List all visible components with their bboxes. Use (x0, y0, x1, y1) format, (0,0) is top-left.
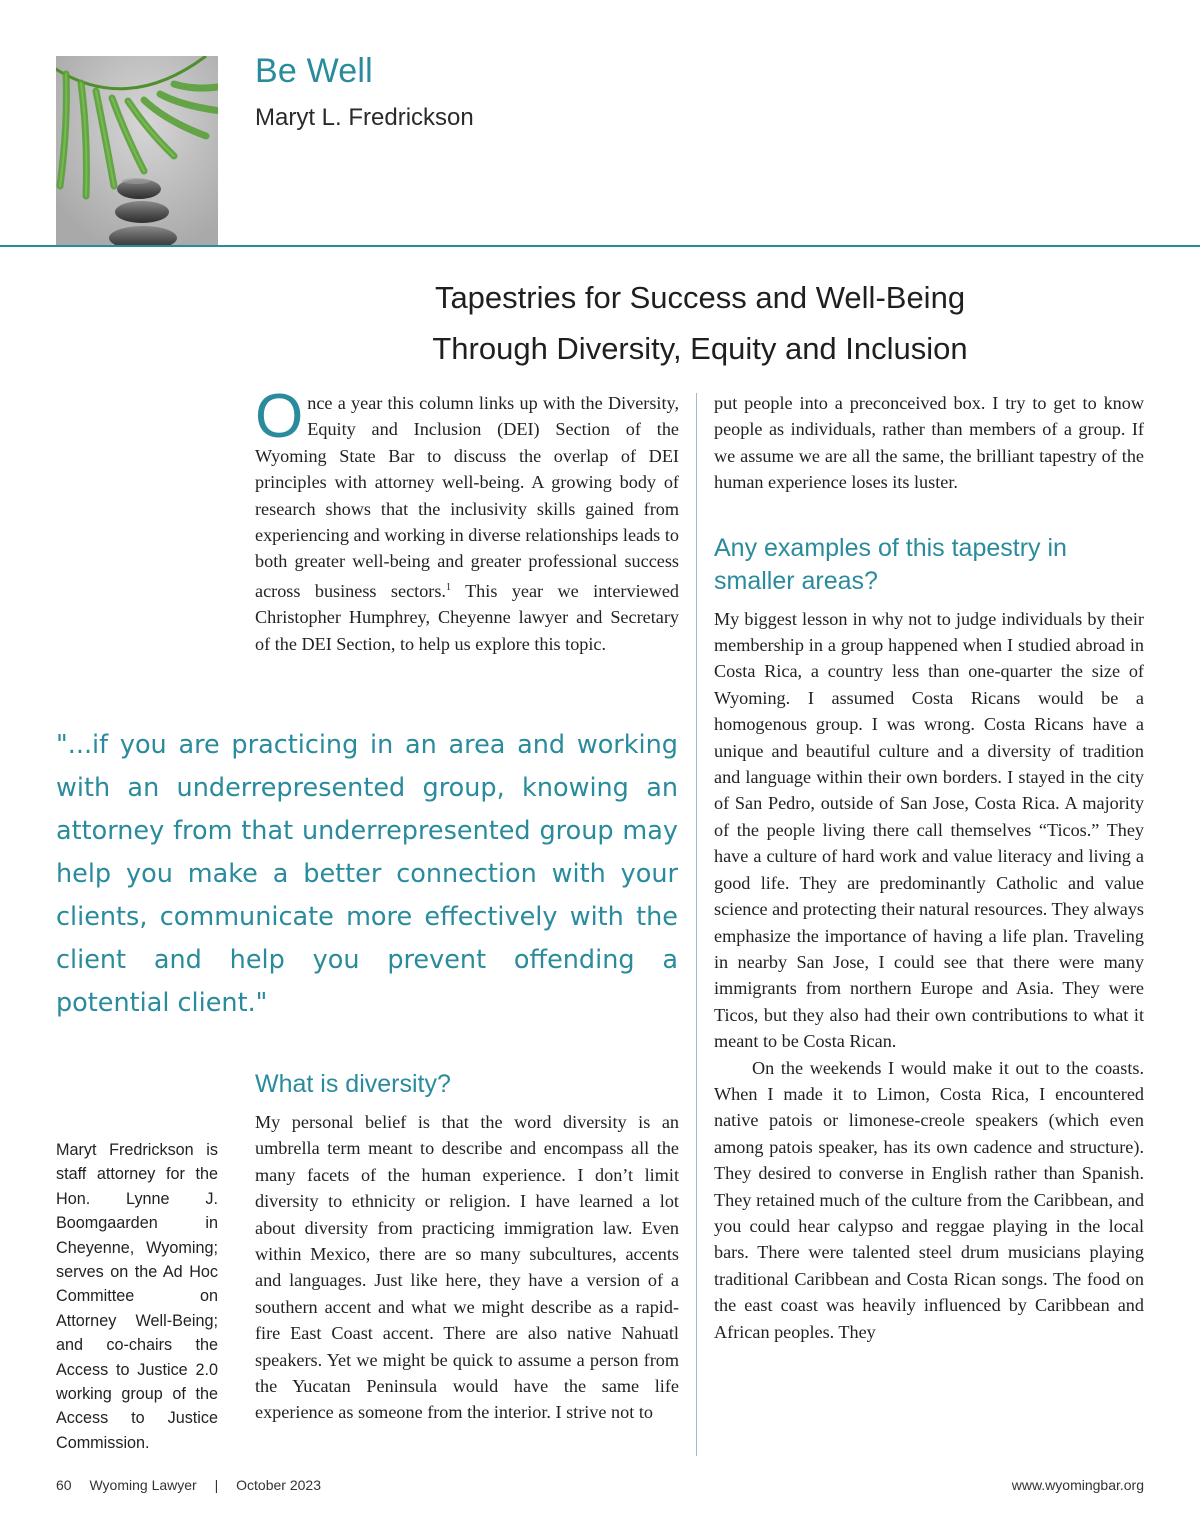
intro-text-a: nce a year this column links up with the Diversity, Equity and Inclusion (DEI) Section of the Wyoming State Bar to discuss the overlap of DEI principles with attorney well-being. A growing body of research shows that the inclusivity skills gained from experiencing and working in diverse relationships leads to both greater well-being and greater professional success across business sectors. (255, 393, 679, 601)
intro-paragraph (255, 382, 679, 657)
examples-paragraph-2: On the weekends I would make it out to the coasts. When I made it to Limon, Costa Rica, I encountered native patois or limonese-creole speakers (which even among patois speaker, has its own cadence and structure). They desired to converse in English rather than Spanish. They retained much of the culture from the Caribbean, and you could hear calypso and reggae playing in the local bars. There were talented steel drum musicians playing traditional Caribbean and Costa Rican songs. The food on the east coast was heavily influenced by Caribbean and African peoples. They (714, 1057, 1144, 1342)
diversity-section (255, 1068, 679, 1426)
continuation-paragraph: put people into a preconceived box. I try to get to know people as individuals, rather than members of a group. If we assume we are all the same, the brilliant tapestry of the human experience loses its luster. (714, 393, 1144, 493)
pull-quote: "...if you are practicing in an area and working with an underrepresented group, knowing an attorney from that underrepresented group may help you make a better connection with your clients, communicate more effectively with the client and help you prevent offending a potential client." (56, 730, 678, 1018)
footer-left (56, 1477, 335, 1493)
article-title (260, 272, 1140, 374)
header-photo (56, 56, 218, 246)
intro-column (255, 382, 679, 657)
footer-separator: | (214, 1477, 219, 1493)
examples-paragraph-1: My biggest lesson in why not to judge individuals by their membership in a group happened when I studied abroad in Costa Rica, a country less than one-quarter the size of Wyoming. I assumed Costa Ricans would be a homogenous group. I was wrong. Costa Ricans have a unique and beautiful culture and a diversity of tradition and language within their own borders. I stayed in the city of San Pedro, outside of San Jose, Costa Rica. A majority of the people living there call themselves “Ticos.” They have a culture of hard work and value literacy and living a good life. They are predominantly Catholic and value science and protecting their natural resources. They always emphasize the importance of having a life plan. Traveling in nearby San Jose, I could see that there were many immigrants from northern Europe and Asia. They were Ticos, but they also had their own contributions to what it meant to be Costa Rican. (714, 608, 1144, 1052)
article-title-line-1: Tapestries for Success and Well-Being (434, 280, 966, 315)
author-bio: Maryt Fredrickson is staff attorney for the Hon. Lynne J. Boomgaarden in Cheyenne, Wyoming; serves on the Ad Hoc Committee on Attorney Well-Being; and co-chairs the Access to Justice 2.0 working group of the Access to Justice Commission. (56, 1141, 218, 1452)
header-divider (0, 245, 1200, 247)
palm-leaf-stones-illustration (56, 56, 218, 246)
article-title-line-2: Through Diversity, Equity and Inclusion (432, 331, 968, 366)
publication-name: Wyoming Lawyer (89, 1477, 197, 1493)
issue-date: October 2023 (236, 1477, 321, 1493)
heading-what-is-diversity: What is diversity? (255, 1070, 451, 1098)
heading-tapestry-examples: Any examples of this tapestry in smaller areas? (714, 533, 1067, 595)
intro-text-b: This year we interviewed Christopher Humphrey, Cheyenne lawyer and Secretary of the DEI Section, to help us explore this topic. (255, 580, 679, 654)
page-number: 60 (56, 1477, 72, 1493)
drop-cap: O (255, 382, 304, 451)
column-divider (696, 393, 697, 1456)
diversity-paragraph: My personal belief is that the word diversity is an umbrella term meant to describe and encompass all the many facets of the human experience. I don’t limit diversity to ethnicity or religion. I have learned a lot about diversity from practicing immigration law. Even within Mexico, there are so many subcultures, accents and languages. Just like here, they have a version of a southern accent and what we might describe as a rapid-fire East Coast accent. There are also native Nahuatl speakers. Yet we might be quick to assume a person from the Yucatan Peninsula would have the same life experience as someone from the interior. I strive not to (255, 1112, 679, 1423)
footnote-marker: 1 (445, 581, 451, 593)
right-column (714, 390, 1144, 1345)
author-name: Maryt L. Fredrickson (255, 104, 474, 131)
website-link[interactable]: www.wyomingbar.org (1011, 1477, 1144, 1493)
column-title: Be Well (255, 52, 373, 90)
